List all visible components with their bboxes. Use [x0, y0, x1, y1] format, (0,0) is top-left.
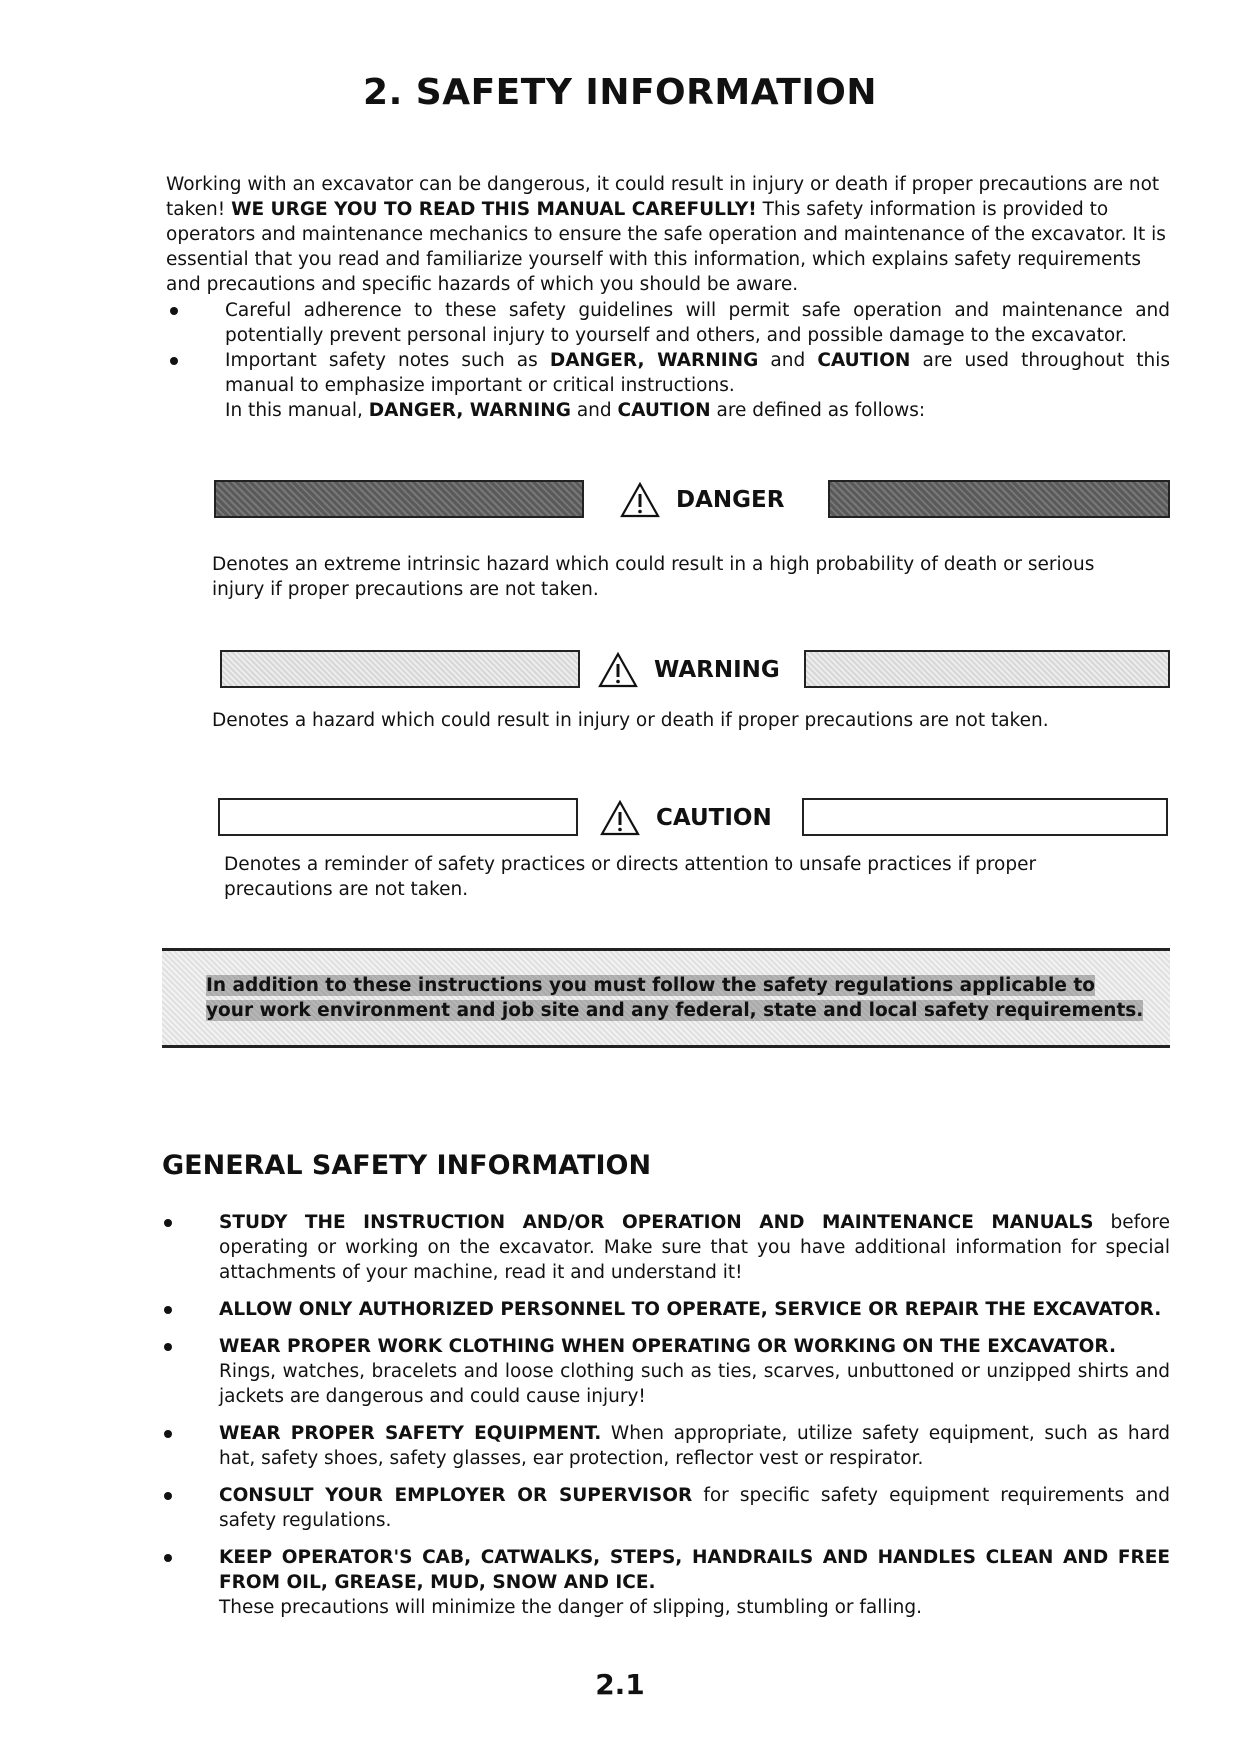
danger-bar-left: [214, 480, 584, 518]
item-detail: These precautions will minimize the danger of slipping, stumbling or falling.: [219, 1597, 922, 1618]
general-safety-item: [162, 1334, 1170, 1409]
bullet-text: Careful adherence to these safety guidelines will permit safe operation and maintenance and potentially prevent personal injury to yourself and others, and possible damage to the excavator.: [225, 300, 1170, 346]
intro-emphasis: WE URGE YOU TO READ THIS MANUAL CAREFULLY!: [231, 199, 757, 220]
item-heading: STUDY THE INSTRUCTION AND/OR OPERATION AND MAINTENANCE MANUALS: [219, 1212, 1094, 1233]
bullet-text: are used throughout this manual to emphasize important or critical instructions.: [225, 350, 1170, 396]
general-safety-item: [162, 1210, 1170, 1285]
danger-label: DANGER: [676, 487, 785, 513]
item-main: [219, 1336, 1116, 1357]
caution-label-group: [600, 798, 772, 838]
intro-text-1: Working with an excavator can be dangerous, it could result in injury or death if proper precautions are not taken!: [166, 174, 1160, 220]
bullet-dot-icon: [164, 1343, 172, 1351]
warning-triangle-icon: [620, 481, 660, 519]
bullet-item: [166, 348, 1170, 398]
item-main: [219, 1485, 1170, 1531]
item-main: [219, 1212, 1170, 1283]
warning-label: WARNING: [654, 657, 780, 683]
bullet-item: [166, 298, 1170, 348]
warning-label-group: [598, 650, 780, 690]
caution-label: CAUTION: [656, 805, 772, 831]
intro-bullets: [166, 298, 1170, 423]
danger-description: Denotes an extreme intrinsic hazard which could result in a high probability of death or serious injury if proper precautions are not taken.: [212, 554, 1095, 600]
item-main: [219, 1547, 1170, 1593]
bullet-text: and: [758, 350, 818, 371]
warning-bar-left: [220, 650, 580, 688]
warning-triangle-icon: [600, 799, 640, 837]
item-heading: KEEP OPERATOR'S CAB, CATWALKS, STEPS, HANDRAILS AND HANDLES CLEAN AND FREE FROM OIL, GREASE, MUD, SNOW AND ICE.: [219, 1547, 1170, 1593]
warning-header: [210, 650, 1170, 690]
page-number: 2.1: [595, 1668, 645, 1701]
caution-bar-left: [218, 798, 578, 836]
item-heading: WEAR PROPER SAFETY EQUIPMENT.: [219, 1423, 602, 1444]
bullet-text: Important safety notes such as: [225, 350, 550, 371]
bullet-text: and: [570, 400, 618, 421]
bullet-text: are defined as follows:: [710, 400, 926, 421]
bullet-bold: DANGER, WARNING: [368, 400, 571, 421]
item-text: before operating or working on the excavator. Make sure that you have additional information for special attachments of your machine, read it and understand it!: [219, 1212, 1170, 1283]
section-title: GENERAL SAFETY INFORMATION: [162, 1150, 652, 1181]
bullet-text: In this manual,: [225, 400, 369, 421]
general-safety-item: [162, 1421, 1170, 1471]
regulations-notice: [162, 948, 1170, 1048]
general-safety-list: [162, 1210, 1170, 1632]
danger-label-group: [620, 480, 784, 520]
bullet-bold: CAUTION: [617, 400, 711, 421]
definition-intro: [166, 398, 1170, 423]
item-heading: ALLOW ONLY AUTHORIZED PERSONNEL TO OPERATE, SERVICE OR REPAIR THE EXCAVATOR.: [219, 1299, 1162, 1320]
warning-triangle-icon: [598, 651, 638, 689]
danger-header: [210, 480, 1170, 520]
item-detail: Rings, watches, bracelets and loose clothing such as ties, scarves, unbuttoned or unzipped shirts and jackets are dangerous and could cause injury!: [219, 1361, 1170, 1407]
notice-text-wrap: [206, 973, 1146, 1023]
warning-bar-right: [804, 650, 1170, 688]
intro-text-2: This safety information is provided to operators and maintenance mechanics to ensure the safe operation and maintenance of the excavator. It is essential that you read and familiarize yourself with this information, which explains safety requirements and precautions and specific hazards of which you should be aware.: [166, 199, 1166, 295]
general-safety-item: [162, 1483, 1170, 1533]
item-main: [219, 1423, 1170, 1469]
item-text: When appropriate, utilize safety equipment, such as hard hat, safety shoes, safety glasses, ear protection, reflector vest or respirator.: [219, 1423, 1171, 1469]
warning-description: Denotes a hazard which could result in injury or death if proper precautions are not taken.: [212, 710, 1049, 731]
notice-text: In addition to these instructions you must follow the safety regulations applicable to your work environment and job site and any federal, state and local safety requirements.: [206, 975, 1144, 1021]
item-heading: CONSULT YOUR EMPLOYER OR SUPERVISOR: [219, 1485, 693, 1506]
bullet-dot-icon: [164, 1219, 172, 1227]
caution-bar-right: [802, 798, 1168, 836]
bullet-dot-icon: [164, 1430, 172, 1438]
item-main: [219, 1299, 1161, 1320]
bullet-bold: DANGER, WARNING: [549, 350, 759, 371]
item-text: for specific safety equipment requirements and safety regulations.: [219, 1485, 1171, 1531]
page-title: 2. SAFETY INFORMATION: [363, 72, 877, 113]
item-heading: WEAR PROPER WORK CLOTHING WHEN OPERATING OR WORKING ON THE EXCAVATOR.: [219, 1336, 1116, 1357]
caution-description: Denotes a reminder of safety practices or directs attention to unsafe practices if proper precautions are not taken.: [224, 854, 1037, 900]
bullet-dot-icon: [170, 307, 178, 315]
caution-header: [210, 798, 1170, 838]
bullet-dot-icon: [170, 357, 178, 365]
intro-paragraph: [166, 172, 1170, 297]
bullet-dot-icon: [164, 1554, 172, 1562]
general-safety-item: [162, 1545, 1170, 1620]
general-safety-item: [162, 1297, 1170, 1322]
bullet-dot-icon: [164, 1306, 172, 1314]
danger-bar-right: [828, 480, 1170, 518]
bullet-dot-icon: [164, 1492, 172, 1500]
bullet-bold: CAUTION: [817, 350, 911, 371]
